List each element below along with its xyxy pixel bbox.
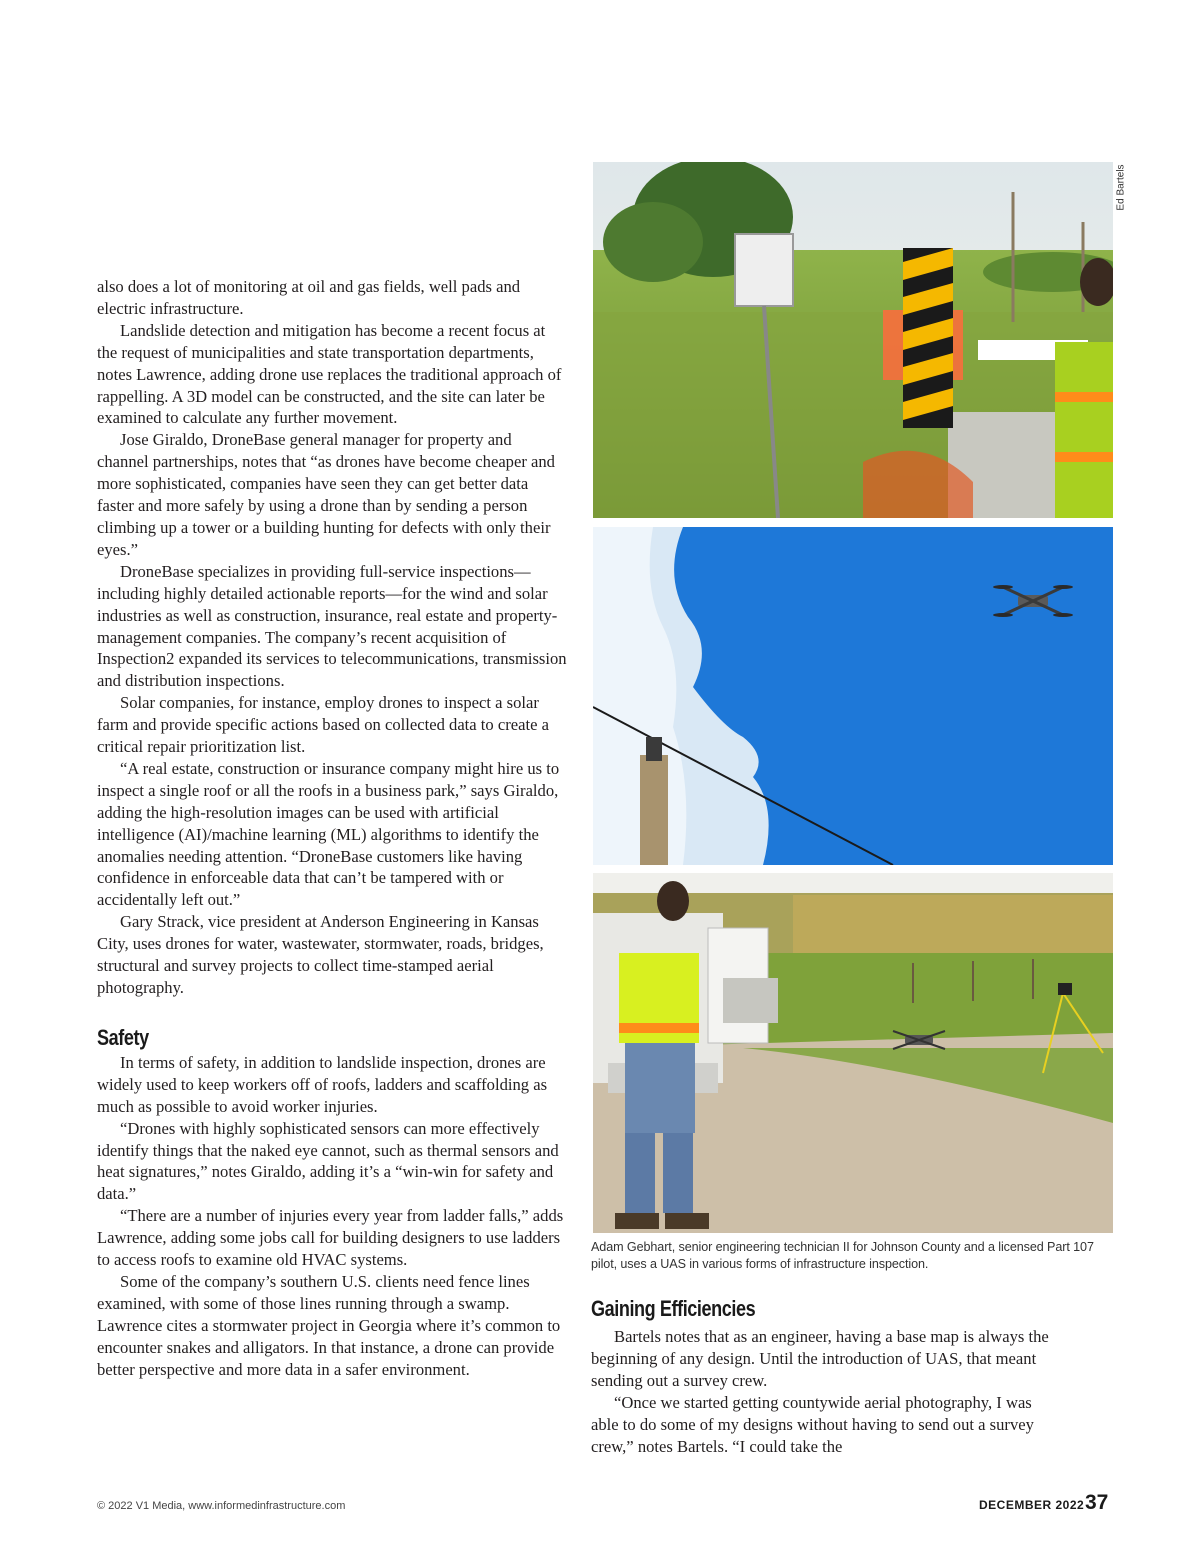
right-column [591,1296,1061,1457]
photo-drone-sky [593,527,1113,865]
footer-copyright: © 2022 V1 Media, www.informedinfrastructure.com [97,1500,346,1512]
section-heading-gaining-efficiencies: Gaining Efficiencies [591,1296,756,1321]
page-number: 37 [1085,1491,1109,1514]
body-paragraph: Jose Giraldo, DroneBase general manager for property and channel partnerships, notes that “as drones have become cheaper and more sophisticated, companies have seen they can get better data faster and more safely by using a drone than by sending a person climbing up a tower or a building hunting for defects with only their eyes.” [97,430,555,559]
section-heading-safety: Safety [97,1024,149,1050]
body-paragraph: also does a lot of monitoring at oil and gas fields, well pads and electric infrastructure. [97,277,521,318]
photo-road-signs-field [593,162,1113,518]
body-paragraph: In terms of safety, in addition to landslide inspection, drones are widely used to keep workers off of roofs, ladders and scaffolding as much as possible to avoid worker injuries. [97,1052,548,1116]
body-paragraph: “There are a number of injuries every year from ladder falls,” adds Lawrence, adding some jobs call for building designers to use ladders to access roofs to examine old HVAC systems. [97,1206,564,1270]
body-paragraph: “A real estate, construction or insurance company might hire us to inspect a single roof or all the roofs in a business park,” says Giraldo, adding the high-resolution images can be used with artificial intelligence (AI)/machine learning (ML) algorithms to identify the anomalies needing attention. “DroneBase customers like having confidence in enforceable data that can’t be tampered with or accidentally left out.” [97,758,560,910]
body-paragraph: Bartels notes that as an engineer, having a base map is always the beginning of any design. Until the introduction of UAS, that meant sending out a survey crew. [591,1327,1049,1390]
left-column [97,276,567,1381]
body-paragraph: Gary Strack, vice president at Anderson Engineering in Kansas City, uses drones for water, wastewater, stormwater, roads, bridges, structural and survey projects to collect time-stamped aerial photography. [97,912,544,997]
body-paragraph: Landslide detection and mitigation has become a recent focus at the request of municipalities and state transportation departments, notes Lawrence, adding drone use replaces the traditional approach of rappelling. A 3D model can be constructed, and the site can later be examined to calculate any further movement. [97,320,562,428]
body-paragraph: Some of the company’s southern U.S. clients need fence lines examined, with some of those lines running through a swamp. Lawrence cites a stormwater project in Georgia where it’s common to encounter snakes and alligators. In that instance, a drone can provide better perspective and more data in a safer environment. [97,1271,561,1379]
photo-credit: Ed Bartels [1115,164,1127,211]
body-paragraph: Solar companies, for instance, employ drones to inspect a solar farm and provide specific actions based on collected data to create a critical repair prioritization list. [97,693,549,757]
body-paragraph: “Drones with highly sophisticated sensors can more effectively identify things that the naked eye cannot, such as thermal sensors and heat signatures,” notes Giraldo, adding it’s a “win-win for safety and data.” [97,1118,559,1204]
photo-caption: Adam Gebhart, senior engineering technician II for Johnson County and a licensed Part 107 pilot, uses a UAS in various forms of infrastructure inspection. [591,1240,1094,1271]
body-paragraph: “Once we started getting countywide aerial photography, I was able to do some of my designs without having to send out a survey crew,” notes Bartels. “I could take the [591,1392,1034,1456]
photo-pilot-gravel-road [593,873,1113,1233]
body-paragraph: DroneBase specializes in providing full-service inspections—including highly detailed actionable reports—for the wind and solar industries as well as construction, insurance, real estate and property-management companies. The company’s recent acquisition of Inspection2 expanded its services to telecommunications, transmission and distribution inspections. [97,561,567,691]
footer-issue-date: DECEMBER 2022 [979,1498,1085,1512]
